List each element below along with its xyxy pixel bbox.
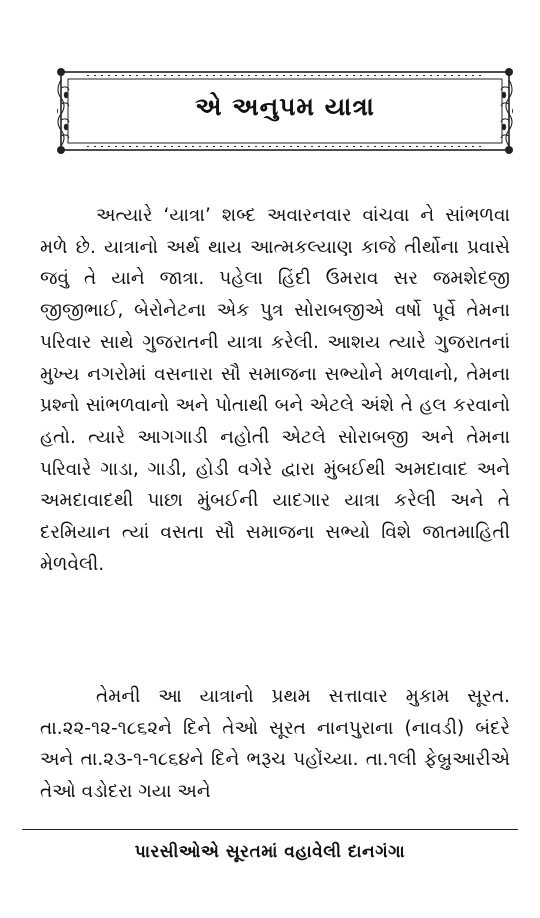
title-frame: [57, 68, 513, 154]
page-title: એ અનુપમ યાત્રા: [195, 92, 375, 121]
running-footer: પારસીઓએ સૂરતમાં વહાવેલી દાનગંગા: [134, 842, 406, 862]
paragraph-2: તેમની આ યાત્રાનો પ્રથમ સત્તાવાર મુકામ સૂરત. તા.૨૨-૧૨-૧૮૬૨ને દિને તેઓ સૂરત નાનપુરાના (નાવડી) બંદરે અને તા.૨૩-૧-૧૮૬૪ને દિને ભરૂચ પહોંચ્યા. તા.૧લી ફેબ્રુઆરીએ તેઓ વડોદરા ગયા અને: [40, 686, 510, 803]
footer-divider: [22, 829, 518, 830]
paragraph-1: અત્યારે ‘યાત્રા’ શબ્દ અવારનવાર વાંચવા ને સાંભળવા મળે છે. યાત્રાનો અર્થ થાય આત્મકલ્યાણ કાજે તીર્થોના પ્રવાસે જવું તે યાને જાત્રા. પહેલા હિંદી ઉમરાવ સર જમશેદજી જીજીભાઈ, બેરોનેટના એક પુત્ર સોરાબજીએ વર્ષો પૂર્વે તેમના પરિવાર સાથે ગુજરાતની યાત્રા કરેલી. આશય ત્યારે ગુજરાતનાં મુખ્ય નગરોમાં વસનારા સૌ સમાજના સભ્યોને મળવાનો, તેમના પ્રશ્નો સાંભળવાનો અને પોતાથી બને એટલે અંશે તે હલ કરવાનો હતો. ત્યારે આગગાડી નહોતી એટલે સોરાબજી અને તેમના પરિવારે ગાડા, ગાડી, હોડી વગેરે દ્વારા મુંબઈથી અમદાવાદ અને અમદાવાદથી પાછા મુંબઈની યાદગાર યાત્રા કરેલી અને તે દરમિયાન ત્યાં વસતા સૌ સમાજના સભ્યો વિશે જાતમાહિતી મેળવેલી.: [40, 205, 510, 575]
